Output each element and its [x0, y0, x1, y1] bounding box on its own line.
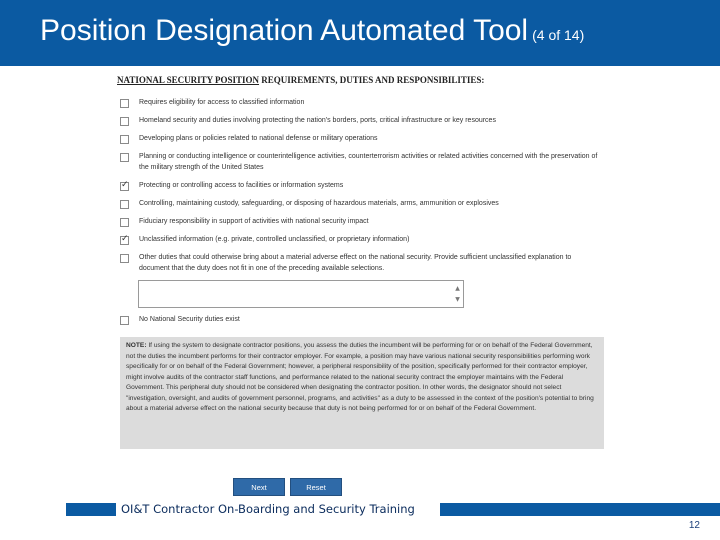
footer-rule-right [440, 503, 720, 516]
slide-title [40, 14, 584, 48]
option-row[interactable] [120, 252, 599, 274]
footer-rule-left [66, 503, 116, 516]
option-checkbox[interactable] [120, 99, 129, 108]
option-checkbox[interactable] [120, 236, 129, 245]
option-row[interactable] [120, 180, 599, 191]
option-label: Other duties that could otherwise bring about a material adverse effect on the national security. Provide sufficient unclassified explanation to document that the duty does not fit in one of the preceding available selections. [139, 254, 572, 272]
option-checkbox[interactable] [120, 117, 129, 126]
option-label: Controlling, maintaining custody, safeguarding, or disposing of hazardous materials, arms, ammunition or explosives [139, 200, 499, 207]
section-heading-underlined: NATIONAL SECURITY POSITION [117, 75, 260, 85]
form-screenshot [112, 68, 612, 470]
textarea-scroll-arrows[interactable]: ▲ ▼ [455, 285, 460, 303]
option-label: Protecting or controlling access to facilities or information systems [139, 182, 344, 189]
reset-button[interactable]: Reset [290, 478, 342, 496]
option-row[interactable] [120, 115, 599, 126]
note-text: If using the system to designate contractor positions, you assess the duties the incumbent will be performing for or on behalf of the Federal Government, not the duties the incumbent performs for their contractor employer. For example, a position may have various national security responsibilities performing work specifically for or on behalf of the Federal Government; however, a peripheral responsibility of the position, specifically performed for their contractor employer, might involve audits of the contractor staff functions, and performance related to the national security contract the employer maintains with the Federal Government. This peripheral duty should not be considered when designating the contractor position. In other words, the designator should not select "investigation, oversight, and audits of government personnel, programs, and activities" as a duty to be assessed in the context of the position's potential to bring about a material adverse effect on the national security because that duty is not being performed for or on behalf of the Federal Government. [126, 342, 594, 412]
no-duties-row[interactable] [120, 314, 599, 325]
option-checkbox[interactable] [120, 135, 129, 144]
option-checkbox[interactable] [120, 254, 129, 263]
next-button[interactable]: Next [233, 478, 285, 496]
option-label: Developing plans or policies related to national defense or military operations [139, 135, 378, 142]
no-duties-checkbox[interactable] [120, 316, 129, 325]
section-heading [117, 75, 484, 85]
footer-text: OI&T Contractor On-Boarding and Security Training [121, 502, 415, 516]
slide-title-main: Position Designation Automated Tool [40, 14, 529, 47]
option-row[interactable] [120, 216, 599, 227]
option-label: Planning or conducting intelligence or counterintelligence activities, counterterrorism activities or related activities concerned with the preservation of the military strength of the United States [139, 153, 598, 171]
option-row[interactable] [120, 234, 599, 245]
option-row[interactable] [120, 198, 599, 209]
other-duties-explanation-input[interactable] [138, 280, 464, 308]
option-label: Fiduciary responsibility in support of activities with national security impact [139, 218, 369, 225]
option-checkbox[interactable] [120, 200, 129, 209]
title-bar [0, 0, 720, 66]
option-label: Unclassified information (e.g. private, controlled unclassified, or proprietary information) [139, 236, 410, 243]
no-duties-label: No National Security duties exist [139, 316, 240, 323]
slide-title-sub: (4 of 14) [532, 27, 585, 43]
option-checkbox[interactable] [120, 218, 129, 227]
section-heading-rest: REQUIREMENTS, DUTIES AND RESPONSIBILITIES: [259, 75, 485, 85]
page-number: 12 [688, 520, 700, 531]
option-row[interactable] [120, 151, 599, 173]
option-label: Homeland security and duties involving protecting the nation's borders, ports, critical infrastructure or key resources [139, 117, 496, 124]
note-box [120, 337, 604, 449]
option-row[interactable] [120, 133, 599, 144]
option-label: Requires eligibility for access to classified information [139, 99, 305, 106]
note-label: NOTE: [126, 342, 147, 349]
option-checkbox[interactable] [120, 153, 129, 162]
option-row[interactable] [120, 97, 599, 108]
option-checkbox[interactable] [120, 182, 129, 191]
